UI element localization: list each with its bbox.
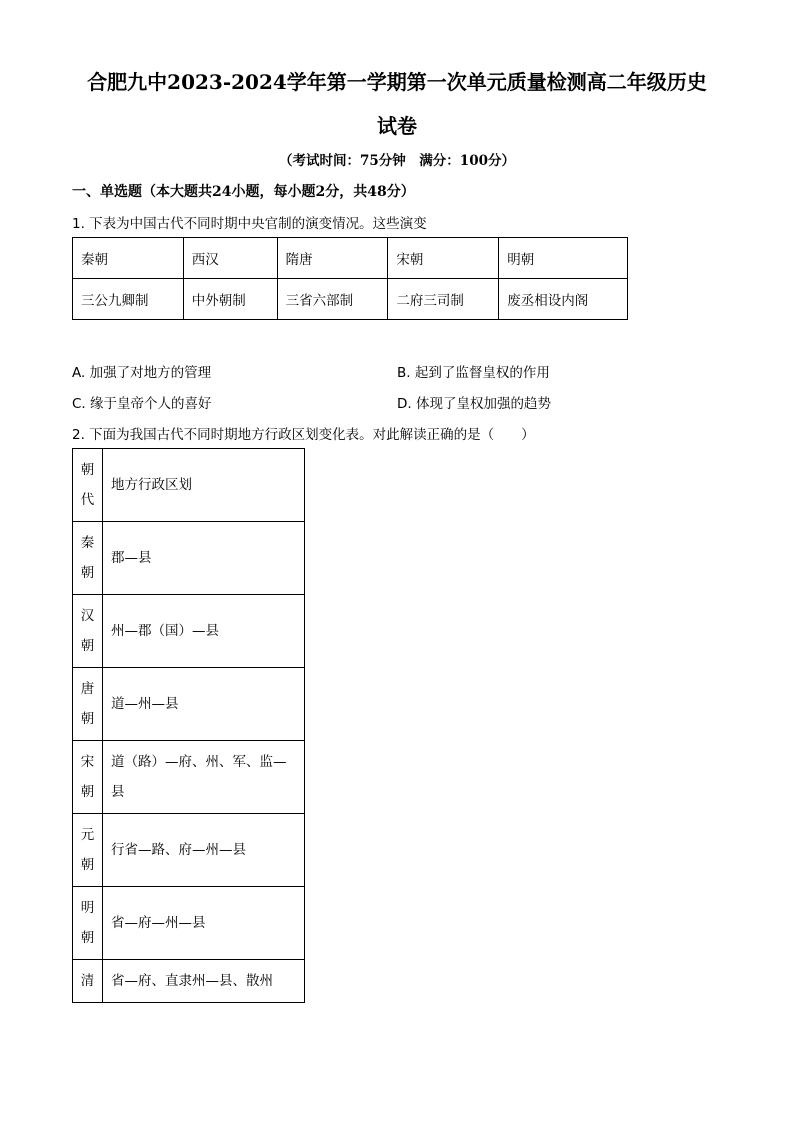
- dynasty-cell: 明朝: [73, 887, 103, 960]
- dynasty-cell: 唐朝: [73, 668, 103, 741]
- division-cell: 省—府、直隶州—县、散州: [103, 960, 305, 1003]
- table-row: [73, 887, 305, 960]
- table-row: [73, 814, 305, 887]
- division-cell: 道—州—县: [103, 668, 305, 741]
- division-cell: 地方行政区划: [103, 449, 305, 522]
- table-row: [73, 960, 305, 1003]
- question-2-table: [72, 448, 305, 1003]
- question-2-stem: 2. 下面为我国古代不同时期地方行政区划变化表。对此解读正确的是（ ）: [72, 427, 535, 443]
- table-row: [73, 595, 305, 668]
- table-row: [73, 522, 305, 595]
- option-c: C. 缘于皇帝个人的喜好: [72, 396, 212, 412]
- table-cell: 宋朝: [388, 238, 499, 279]
- division-cell: 州—郡（国）—县: [103, 595, 305, 668]
- option-d: D. 体现了皇权加强的趋势: [397, 396, 551, 412]
- table-row: [73, 668, 305, 741]
- exam-title-continued: 试卷: [377, 114, 417, 138]
- dynasty-cell: 朝代: [73, 449, 103, 522]
- division-cell: 省—府—州—县: [103, 887, 305, 960]
- exam-title: 合肥九中2023-2024学年第一学期第一次单元质量检测高二年级历史: [87, 70, 707, 94]
- table-cell: 秦朝: [73, 238, 184, 279]
- table-cell: 明朝: [499, 238, 628, 279]
- dynasty-cell: 元朝: [73, 814, 103, 887]
- table-row: [73, 741, 305, 814]
- dynasty-cell: 宋朝: [73, 741, 103, 814]
- section-heading: 一、单选题（本大题共24小题，每小题2分，共48分）: [72, 184, 415, 200]
- table-header-row: [73, 449, 305, 522]
- table-cell: 二府三司制: [388, 279, 499, 320]
- table-cell: 废丞相设内阁: [499, 279, 628, 320]
- division-cell: 道（路）—府、州、军、监—县: [103, 741, 305, 814]
- division-cell: 行省—路、府—州—县: [103, 814, 305, 887]
- option-a: A. 加强了对地方的管理: [72, 365, 212, 381]
- dynasty-cell: 汉朝: [73, 595, 103, 668]
- dynasty-cell: 秦朝: [73, 522, 103, 595]
- table-cell: 中外朝制: [183, 279, 277, 320]
- table-cell: 西汉: [183, 238, 277, 279]
- table-row: [73, 279, 628, 320]
- table-cell: 隋唐: [277, 238, 388, 279]
- division-cell: 郡—县: [103, 522, 305, 595]
- table-cell: 三省六部制: [277, 279, 388, 320]
- table-cell: 三公九卿制: [73, 279, 184, 320]
- table-header-row: [73, 238, 628, 279]
- dynasty-cell: 清: [73, 960, 103, 1003]
- question-1-stem: 1. 下表为中国古代不同时期中央官制的演变情况。这些演变: [72, 216, 427, 232]
- exam-info: （考试时间：75分钟 满分：100分）: [279, 153, 515, 169]
- option-b: B. 起到了监督皇权的作用: [397, 365, 550, 381]
- question-1-table: [72, 237, 628, 320]
